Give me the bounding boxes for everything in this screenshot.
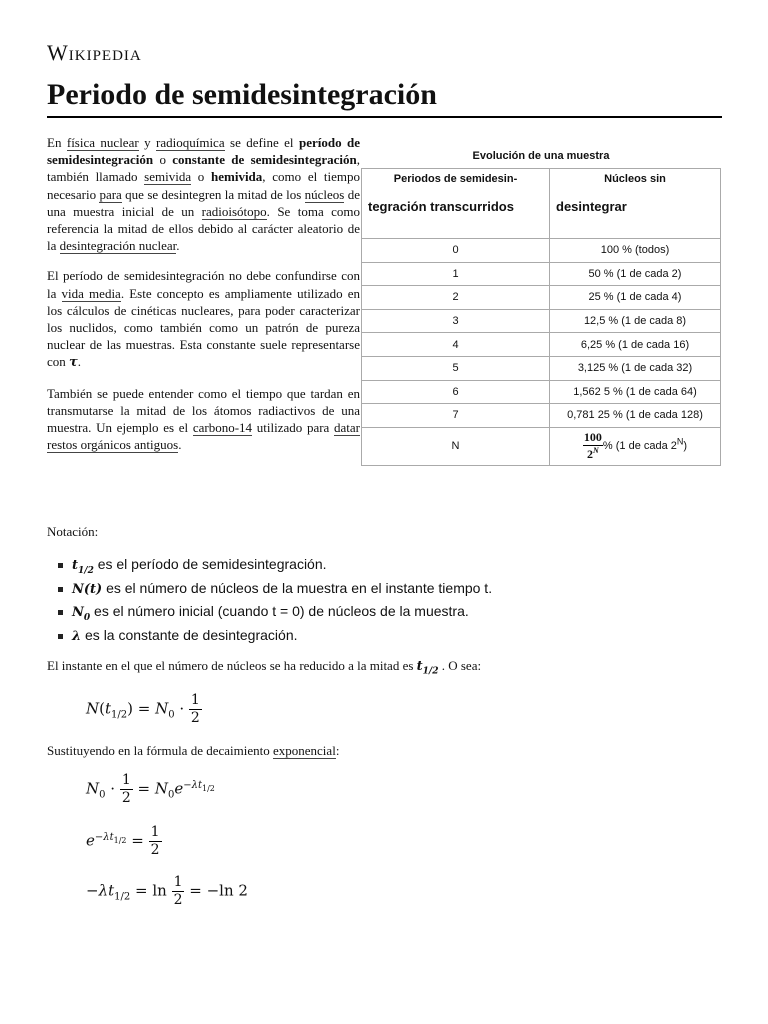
table-header-row — [362, 169, 721, 239]
link-semivida[interactable]: semivida — [144, 169, 192, 185]
paragraph-substitution: Sustituyendo en la fórmula de decaimiento exponencial: — [47, 743, 340, 758]
table-row: 2 25 % (1 de cada 4) — [362, 286, 721, 310]
logo-text: Wikipedia — [47, 40, 142, 65]
link-nucleos[interactable]: núcleos — [304, 186, 345, 202]
table-row-n: N $\frac{100}{2^N}$ % (1 de cada $2^N$) — [362, 427, 721, 465]
paragraph-half-life: El instante en el que el número de núcleos se ha reducido a la mitad es $t_{1/2}$ . O sea: — [47, 658, 482, 677]
table-row: 1 50 % (1 de cada 2) — [362, 262, 721, 286]
table-row: 4 6,25 % (1 de cada 16) — [362, 333, 721, 357]
table-row: 5 3,125 % (1 de cada 32) — [362, 356, 721, 380]
header-periodos: Periodos de semidesin- tegración transcurridos — [362, 169, 550, 239]
link-carbono-14[interactable]: carbono-14 — [192, 420, 253, 436]
link-vida-media[interactable]: vida media — [61, 285, 121, 301]
list-item: λ es la constante de desintegración. — [58, 627, 492, 651]
equation-logarithm: $-\lambda t_{1/2} = \ln$ $\frac{1}{2}$ = −ln 2 — [86, 874, 248, 908]
link-fisica-nuclear[interactable]: física nuclear — [66, 135, 139, 150]
list-item: N(t) es el número de núcleos de la muestra en el instante tiempo t. — [58, 580, 492, 604]
infobox-caption: Evolución de una muestra — [472, 150, 610, 162]
table-row: 6 1,562 5 % (1 de cada 64) — [362, 380, 721, 404]
list-item: $t_{1/2}$ es el período de semidesintegración. — [58, 556, 492, 580]
infobox-evolucion — [361, 146, 721, 466]
table-row: 7 0,781 25 % (1 de cada 128) — [362, 404, 721, 428]
fraction-100-over-2n: $\frac{100}{2^N}$ — [583, 430, 602, 462]
equation-exponential: $e^{-\lambda t_{1/2}}$ = $\frac{1}{2}$ — [86, 824, 160, 858]
notation-label: Notación: — [47, 524, 99, 539]
intro-paragraph-1: En física nuclear y radioquímica se define el período de semidesintegración o constante de semidesintegración, también llamado semivida o hemivida, como el tiempo necesario para que se desintegren la mitad de los núcleos de una muestra inicial de un radioisótopo. Se toma como referencia la mitad de ellos debido al carácter aleatorio de la desintegración nuclear. — [47, 135, 361, 254]
tau-symbol: τ — [69, 355, 78, 371]
table-row: 3 12,5 % (1 de cada 8) — [362, 309, 721, 333]
infobox-table — [361, 168, 721, 466]
intro-text — [47, 134, 360, 466]
equation-substitution: $N_0$ · $\frac{1}{2}$ = $N_0e^{-\lambda t_{1/2}}$ — [86, 772, 215, 806]
equation-half: $N(t_{1/2}) = N_0$ · $\frac{1}{2}$ — [86, 692, 200, 726]
wikipedia-logo[interactable] — [47, 40, 142, 66]
list-item: $N_0$ es el número inicial (cuando t = 0) de núcleos de la muestra. — [58, 603, 492, 627]
link-exponencial[interactable]: exponencial — [273, 743, 336, 758]
link-radioisotopo[interactable]: radioisótopo — [201, 203, 267, 219]
link-datar-restos[interactable]: datar restos orgánicos antiguos — [47, 420, 360, 453]
link-desintegracion-nuclear[interactable]: desintegración nuclear — [59, 238, 177, 254]
link-radioquimica[interactable]: radioquímica — [156, 135, 225, 150]
intro-paragraph-2: El período de semidesintegración no debe confundirse con la vida media. Este concepto es ampliamente utilizado en los cálculos de cinéticas nucleares, para poder caracterizar los nuclidos, como también como un patrón de pureza nuclear de las muestras. Esta constante suele representarse con τ. — [47, 268, 360, 371]
page-title: Periodo de semidesintegración — [47, 78, 437, 111]
intro-paragraph-3: También se puede entender como el tiempo que tardan en transmutarse la mitad de los átomos radiactivos de una muestra. Un ejemplo es el carbono-14 utilizado para datar restos orgánicos antiguos. — [47, 385, 360, 453]
table-row: 0 100 % (todos) — [362, 239, 721, 263]
header-nucleos: Núcleos sin desintegrar — [550, 169, 721, 239]
fraction-cell: $\frac{100}{2^N}$ % (1 de cada $2^N$) — [550, 427, 721, 465]
title-divider — [47, 116, 722, 118]
notation-list — [58, 556, 492, 650]
link-para[interactable]: para — [99, 186, 122, 202]
